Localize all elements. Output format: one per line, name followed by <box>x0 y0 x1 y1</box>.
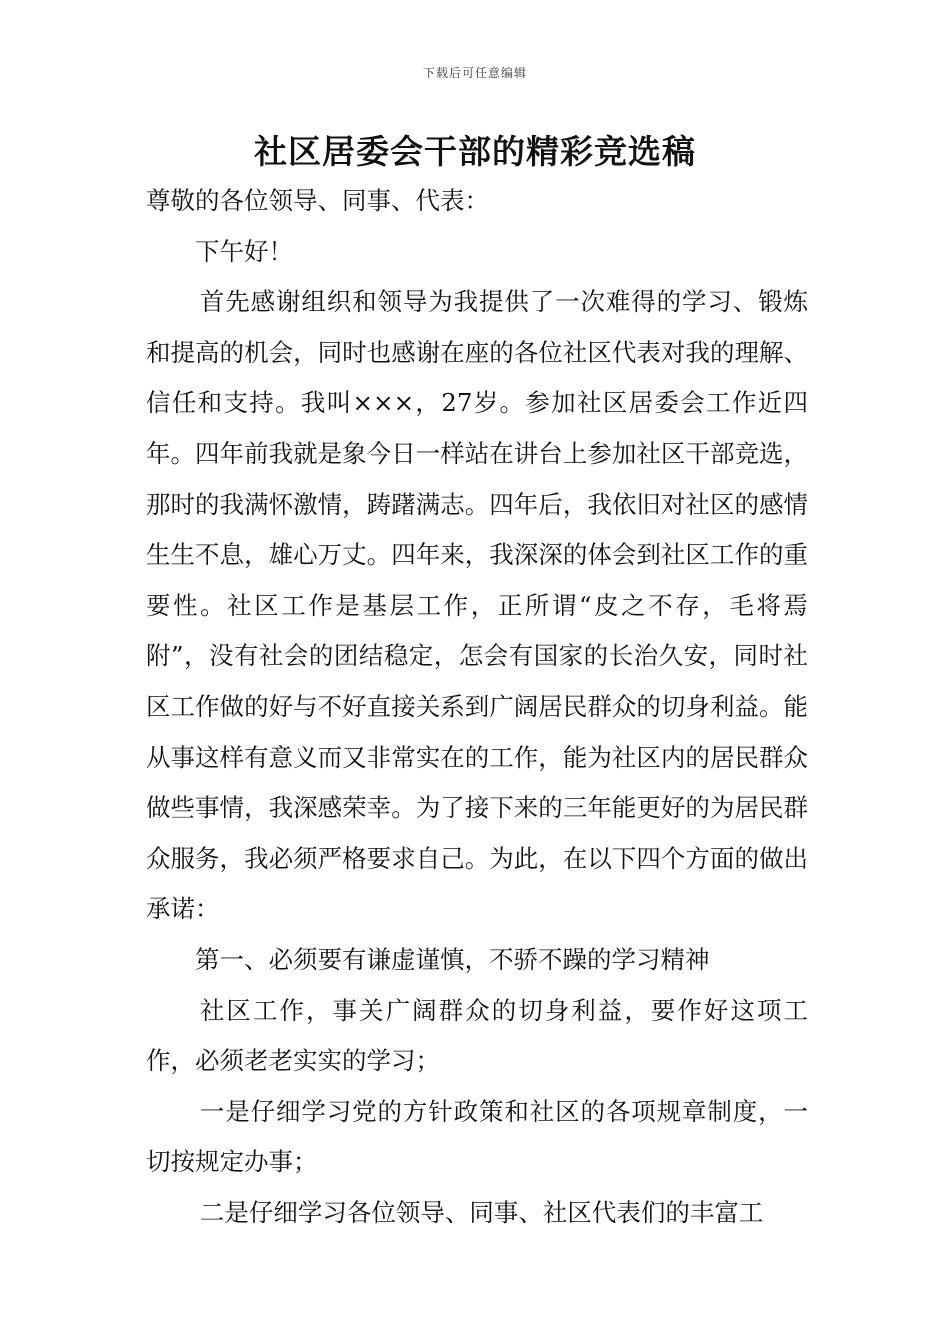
paragraph-point-two: 二是仔细学习各位领导、同事、社区代表们的丰富工 <box>199 1197 764 1227</box>
paragraph-study: 社区工作，事关广阔群众的切身利益，要作好这项工作，必须老老实实的学习； <box>146 995 808 1076</box>
greeting: 下午好！ <box>195 236 293 266</box>
paragraph-intro: 首先感谢组织和领导为我提供了一次难得的学习、锻炼和提高的机会，同时也感谢在座的各位社区代表对我的理解、信任和支持。我叫×××，27岁。参加社区居委会工作近四年。四年前我就是象今日一样站在讲台上参加社区干部竞选，那时的我满怀激情，踌躇满志。四年后，我依旧对社区的感情生生不息，雄心万丈。四年来，我深深的体会到社区工作的重要性。社区工作是基层工作，正所谓“皮之不存，毛将焉附”，没有社会的团结稳定，怎会有国家的长治久安，同时社区工作做的好与不好直接关系到广阔居民群众的切身利益。能从事这样有意义而又非常实在的工作，能为社区内的居民群众做些事情，我深感荣幸。为了接下来的三年能更好的为居民群众服务，我必须严格要求自己。为此，在以下四个方面的做出承诺： <box>146 287 808 924</box>
salutation: 尊敬的各位领导、同事、代表： <box>146 186 489 215</box>
paragraph-point-one: 一是仔细学习党的方针政策和社区的各项规章制度，一切按规定办事； <box>146 1096 808 1177</box>
document-title: 社区居委会干部的精彩竞选稿 <box>254 132 696 171</box>
document-body <box>146 176 808 1238</box>
page-header-note: 下载后可任意编辑 <box>422 66 527 80</box>
section-heading-first: 第一、必须要有谦虚谨慎，不骄不躁的学习精神 <box>195 944 710 974</box>
